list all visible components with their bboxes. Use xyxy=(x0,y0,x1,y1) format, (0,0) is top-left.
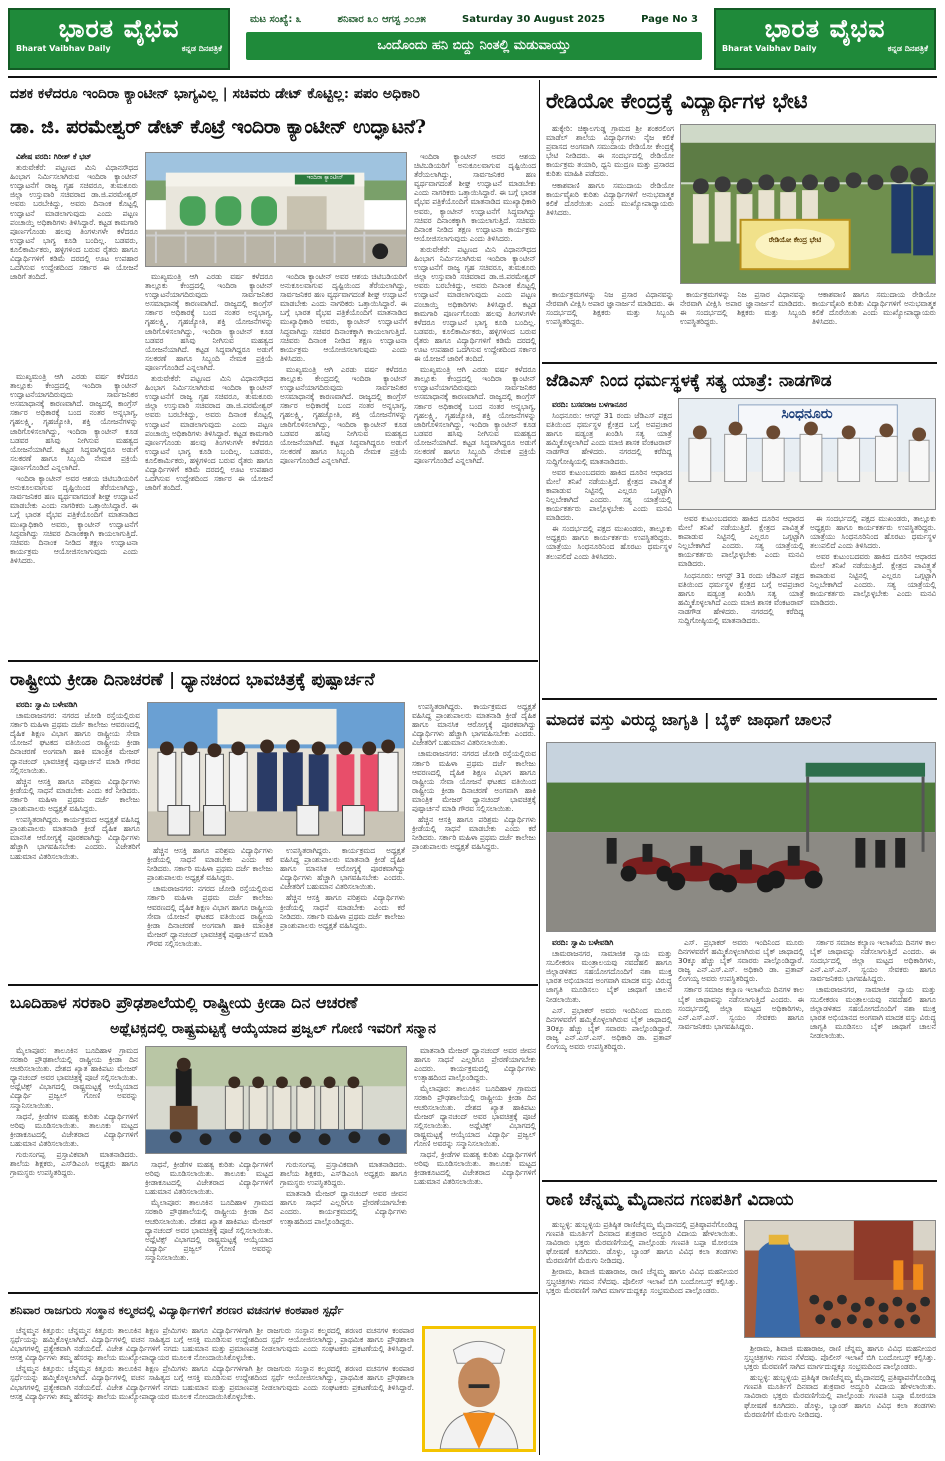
masthead-title: ಭಾರತ ವೈಭವ xyxy=(58,14,180,43)
radio-text-1: ಹುಕ್ಕೇರಿ: ಚಿಕ್ಕಾಲಗುಡ್ಡ ಗ್ರಾಮದ ಶ್ರೀ ಶಂಕರಲಿಂಗ ಮಾಡೆಲ್ ಶಾಲೆಯ ವಿದ್ಯಾರ್ಥಿಗಳು ನೈಜ ಕಲಿಕೆ ಪ್ರವಾಸದ ಅಂಗವಾಗಿ ಸಮುದಾಯ ರೇಡಿಯೋ ಕೇಂದ್ರಕ್ಕೆ ಭೇಟಿ ನೀಡಿದರು. ಈ ಸಂದರ್ಭದಲ್ಲಿ ರೇಡಿಯೋ ಕಾರ್ಯಕ್ರಮ ತಯಾರಿ, ಧ್ವನಿ ಮುದ್ರಣ ಮತ್ತು ಪ್ರಸಾರದ ಕುರಿತು ಮಾಹಿತಿ ಪಡೆದರು. xyxy=(546,124,674,179)
radio-text-1b: ಆಕಾಶವಾಣಿ ಹಾಗೂ ಸಮುದಾಯ ರೇಡಿಯೋ ಕಾರ್ಯವೈಖರಿ ಕುರಿತು ವಿದ್ಯಾರ್ಥಿಗಳಿಗೆ ಅನುಭವಾತ್ಮಕ ಕಲಿಕೆ ದೊರೆಯಿತು ಎಂದು ಮುಖ್ಯೋಪಾಧ್ಯಾಯರು ತಿಳಿಸಿದರು. xyxy=(546,180,674,217)
canteen-text-4b: ತುರುವೇಕೆರೆ: ಪಟ್ಟಣದ ಮಿನಿ ವಿಧಾನಸೌಧದ ಹಿಂಭಾಗ ನಿರ್ಮಿಸಲಾಗಿರುವ ಇಂದಿರಾ ಕ್ಯಾಂಟೀನ್ ಉದ್ಘಾಟನೆಗೆ ರಾಜ್ಯ ಗೃಹ ಸಚಿವರೂ, ತುಮಕೂರು ಜಿಲ್ಲಾ ಉಸ್ತುವಾರಿ ಸಚಿವರಾದ ಡಾ.ಜಿ.ಪರಮೇಶ್ವರ್ ಅವರು ಬರಬೇಕಿದ್ದು, ಅವರು ದಿನಾಂಕ ಕೊಟ್ಟಲ್ಲಿ ಉದ್ಘಾಟನೆ ಮಾಡಲಾಗುವುದು ಎಂದು ಪಟ್ಟಣ ಪಂಚಾಯ್ತಿ ಅಧಿಕಾರಿಗಳು ತಿಳಿಸಿದ್ದಾರೆ. ಕಟ್ಟಡ ಕಾಮಗಾರಿ ಪೂರ್ಣಗೊಂಡು ಹಲವು ತಿಂಗಳುಗಳೇ ಕಳೆದರೂ ಉದ್ಘಾಟನೆ ಭಾಗ್ಯ ಕೂಡಿ ಬಂದಿಲ್ಲ. ಬಡವರು, ಕೂಲಿಕಾರ್ಮಿಕರು, ಹಳ್ಳಿಗಳಿಂದ ಬರುವ ರೈತರು ಹಾಗೂ ವಿದ್ಯಾರ್ಥಿಗಳಿಗೆ ಕಡಿಮೆ ದರದಲ್ಲಿ ಊಟ ಉಪಹಾರ ಒದಗಿಸುವ ಉದ್ದೇಶದಿಂದ ಸರ್ಕಾರ ಈ ಯೋಜನೆ ಜಾರಿಗೆ ತಂದಿದೆ. xyxy=(414,244,536,364)
vachana-portrait xyxy=(422,1326,536,1452)
radio-text-3: ಆಕಾಶವಾಣಿ ಹಾಗೂ ಸಮುದಾಯ ರೇಡಿಯೋ ಕಾರ್ಯವೈಖರಿ ಕುರಿತು ವಿದ್ಯಾರ್ಥಿಗಳಿಗೆ ಅನುಭವಾತ್ಮಕ ಕಲಿಕೆ ದೊರೆಯಿತು ಎಂದು ಮುಖ್ಯೋಪಾಧ್ಯಾಯರು ತಿಳಿಸಿದರು. xyxy=(812,290,936,327)
radio-text-1c: ಕಾರ್ಯಕ್ರಮಗಳನ್ನು ನಿಜ ಪ್ರಸಾರ ವಿಧಾನವನ್ನು ನೇರವಾಗಿ ವೀಕ್ಷಿಸಿ ಅಪಾರ ಜ್ಞಾನಾರ್ಜನೆ ಮಾಡಿದರು. ಈ ಸಂದರ್ಭದಲ್ಲಿ ಶಿಕ್ಷಕರು ಮತ್ತು ಸಿಬ್ಬಂದಿ ಉಪಸ್ಥಿತರಿದ್ದರು. xyxy=(546,290,674,327)
budihal-col-4 xyxy=(414,1046,536,1286)
budihal-text-2: ಸಾಧನೆ, ಕ್ರೀಡೆಗಳ ಮಹತ್ವ ಕುರಿತು ವಿದ್ಯಾರ್ಥಿಗಳಿಗೆ ಅರಿವು ಮೂಡಿಸಲಾಯಿತು. ತಾಲೂಕು ಮಟ್ಟದ ಕ್ರೀಡಾಕೂಟದಲ್ಲಿ ವಿಜೇತರಾದ ವಿದ್ಯಾರ್ಥಿಗಳಿಗೆ ಬಹುಮಾನ ವಿತರಿಸಲಾಯಿತು. xyxy=(145,1160,273,1197)
ganapati-headline: ರಾಣಿ ಚೆನ್ನಮ್ಮ ಮೈದಾನದ ಗಣಪತಿಗೆ ವಿದಾಯ xyxy=(546,1190,794,1210)
radio-photo xyxy=(680,124,936,284)
radio-headline: ರೇಡಿಯೋ ಕೇಂದ್ರಕ್ಕೆ ವಿದ್ಯಾರ್ಥಿಗಳ ಭೇಟಿ xyxy=(546,88,808,113)
sports-day-headline: ರಾಷ್ಟ್ರೀಯ ಕ್ರೀಡಾ ದಿನಾಚರಣೆ | ಧ್ಯಾನಚಂದ ಭಾವಚಿತ್ರಕ್ಕೆ ಪುಷ್ಪಾರ್ಚನೆ xyxy=(10,670,375,690)
canteen-text-3: ಇಂದಿರಾ ಕ್ಯಾಂಟೀನ್ ಅವರ ಆಶಯ ಚಿಟಿಬಡಿಯರಿಗೆ ಅನುಕೂಲವಾಗುವ ದೃಷ್ಟಿಯಿಂದ ತೆರೆಯಲಾಗಿದ್ದು, ಸಾರ್ವಜನಿಕರ ಹಣ ವ್ಯರ್ಥವಾಗದಂತೆ ಶೀಘ್ರ ಉದ್ಘಾಟನೆ ಮಾಡಬೇಕು ಎಂದು ನಾಗರಿಕರು ಒತ್ತಾಯಿಸಿದ್ದಾರೆ. ಈ ಬಗ್ಗೆ ಭಾರತ ವೈಭವ ಪತ್ರಿಕೆಯೊಂದಿಗೆ ಮಾತನಾಡಿದ ಮುಖ್ಯಾಧಿಕಾರಿ ಅವರು, ಕ್ಯಾಂಟೀನ್ ಉದ್ಘಾಟನೆಗೆ ಸಿದ್ಧವಾಗಿದ್ದು ಸಚಿವರ ದಿನಾಂಕಕ್ಕಾಗಿ ಕಾಯಲಾಗುತ್ತಿದೆ. ಸಚಿವರು ದಿನಾಂಕ ನೀಡಿದ ತಕ್ಷಣ ಉದ್ಘಾಟನಾ ಕಾರ್ಯಕ್ರಮ ಆಯೋಜಿಸಲಾಗುವುದು ಎಂದು ತಿಳಿಸಿದರು. xyxy=(280,272,407,363)
canteen-col-1-continued xyxy=(10,372,138,652)
sports-day-text-3b: ಹೆಚ್ಚಿನ ಆಸಕ್ತಿ ಹಾಗೂ ಪರಿಶ್ರಮ ವಿದ್ಯಾರ್ಥಿಗಳು ಕ್ರೀಡೆಯಲ್ಲಿ ಸಾಧನೆ ಮಾಡಬೇಕು ಎಂದು ಕರೆ ನೀಡಿದರು. ಸರ್ಕಾರಿ ಮಹಿಳಾ ಪ್ರಥಮ ದರ್ಜೆ ಕಾಲೇಜು ಪ್ರಾಂಶುಪಾಲರು ಅಧ್ಯಕ್ಷತೆ ವಹಿಸಿದ್ದರು. xyxy=(280,893,405,930)
sports-day-col-4 xyxy=(412,702,536,978)
jds-dateline: ವರದಿ: ಬಸವರಾಜ ಬಳಗಾನೂರ xyxy=(552,400,628,409)
page-number: Page No 3 xyxy=(641,13,698,25)
jds-text-3: ಈ ಸಂದರ್ಭದಲ್ಲಿ ಪಕ್ಷದ ಮುಖಂಡರು, ತಾಲ್ಲೂಕು ಅಧ್ಯಕ್ಷರು ಹಾಗೂ ಕಾರ್ಯಕರ್ತರು ಉಪಸ್ಥಿತರಿದ್ದರು. ಯಾತ್ರೆಯು ಸಿಂಧನೂರಿನಿಂದ ಹೊರಟು ಧರ್ಮಸ್ಥಳ ತಲುಪಲಿದೆ ಎಂದು ತಿಳಿಸಿದರು. xyxy=(810,514,936,551)
sports-day-text-1: ಚಾಮರಾಜನಗರ: ನಗರದ ಜೋಡಿ ರಸ್ತೆಯಲ್ಲಿರುವ ಸರ್ಕಾರಿ ಮಹಿಳಾ ಪ್ರಥಮ ದರ್ಜೆ ಕಾಲೇಜು ಆವರಣದಲ್ಲಿ ದೈಹಿಕ ಶಿಕ್ಷಣ ವಿಭಾಗ ಹಾಗೂ ರಾಷ್ಟ್ರೀಯ ಸೇವಾ ಯೋಜನೆ ಘಟಕದ ವತಿಯಿಂದ ರಾಷ್ಟ್ರೀಯ ಕ್ರೀಡಾ ದಿನಾಚರಣೆ ಅಂಗವಾಗಿ ಹಾಕಿ ಮಾಂತ್ರಿಕ ಮೇಜರ್ ಧ್ಯಾನಚಂದ್ ಭಾವಚಿತ್ರಕ್ಕೆ ಪುಷ್ಪಾರ್ಚನೆ ಮಾಡಿ ಗೌರವ ಸಲ್ಲಿಸಲಾಯಿತು. xyxy=(10,711,140,775)
jds-col-2 xyxy=(678,514,804,690)
canteen-kicker: ದಶಕ ಕಳೆದರೂ ಇಂದಿರಾ ಕ್ಯಾಂಟೀನ್ ಭಾಗ್ಯವಿಲ್ಲ | ಸಚಿವರು ಡೇಟ್ ಕೊಟ್ಟಿಲ್ಲ: ಪಪಂ ಅಧಿಕಾರಿ xyxy=(10,86,420,102)
budihal-col-3 xyxy=(280,1160,407,1286)
budihal-headline: ಬೂದಿಹಾಳ ಸರಕಾರಿ ಪ್ರೌಢಶಾಲೆಯಲ್ಲಿ ರಾಷ್ಟ್ರೀಯ ಕ್ರೀಡಾ ದಿನ ಆಚರಣೆ xyxy=(10,993,358,1012)
masthead-subtitle-en-right: Bharat Vaibhav Daily xyxy=(722,44,817,53)
vachana-body xyxy=(10,1326,414,1454)
canteen-byline: ವಿಶೇಷ ವರದಿ: ಗಿರೀಶ್ ಕೆ ಭಟ್ xyxy=(16,152,92,161)
ganapati-col-1 xyxy=(546,1220,738,1454)
canteen-headline: ಡಾ. ಜಿ. ಪರಮೇಶ್ವರ್ ಡೇಟ್ ಕೊಟ್ರೆ ಇಂದಿರಾ ಕ್ಯಾಂಟೀನ್ ಉದ್ಘಾಟನೆ? xyxy=(10,116,426,138)
drug-rally-col-3 xyxy=(810,938,936,1176)
jds-text-1c: ಈ ಸಂದರ್ಭದಲ್ಲಿ ಪಕ್ಷದ ಮುಖಂಡರು, ತಾಲ್ಲೂಕು ಅಧ್ಯಕ್ಷರು ಹಾಗೂ ಕಾರ್ಯಕರ್ತರು ಉಪಸ್ಥಿತರಿದ್ದರು. ಯಾತ್ರೆಯು ಸಿಂಧನೂರಿನಿಂದ ಹೊರಟು ಧರ್ಮಸ್ಥಳ ತಲುಪಲಿದೆ ಎಂದು ತಿಳಿಸಿದರು. xyxy=(546,524,672,561)
vachana-text-2: ಚೆನ್ನಮ್ಮನ ಕಿತ್ತೂರು: ಚೆನ್ನಮ್ಮನ ಕಿತ್ತೂರು ತಾಲೂಕಿನ ಶಿಕ್ಷಣ ಪ್ರೇಮಿಗಳು ಹಾಗೂ ವಿದ್ಯಾರ್ಥಿಗಳಿಗಾಗಿ ಶ್ರೀ ರಾಜಗುರು ಸಂಸ್ಥಾನ ಕಲ್ಮಠದಲ್ಲಿ ಶರಣರ ವಚನಗಳ ಕಂಠಪಾಠ ಸ್ಪರ್ಧೆಯನ್ನು ಹಮ್ಮಿಕೊಳ್ಳಲಾಗಿದೆ. ವಿದ್ಯಾರ್ಥಿಗಳಲ್ಲಿ ವಚನ ಸಾಹಿತ್ಯದ ಬಗ್ಗೆ ಆಸಕ್ತಿ ಮೂಡಿಸುವ ಉದ್ದೇಶದಿಂದ ಸ್ಪರ್ಧೆ ಆಯೋಜಿಸಲಾಗಿದ್ದು, ಪ್ರಾಥಮಿಕ ಹಾಗೂ ಪ್ರೌಢಶಾಲಾ ವಿಭಾಗಗಳಲ್ಲಿ ಪ್ರತ್ಯೇಕವಾಗಿ ನಡೆಯಲಿದೆ. ವಿಜೇತ ವಿದ್ಯಾರ್ಥಿಗಳಿಗೆ ನಗದು ಬಹುಮಾನ ಮತ್ತು ಪ್ರಮಾಣಪತ್ರ ನೀಡಲಾಗುವುದು ಎಂದು ಸಂಘಟಕರು ಪ್ರಕಟಣೆಯಲ್ಲಿ ತಿಳಿಸಿದ್ದಾರೆ. ಆಸಕ್ತ ವಿದ್ಯಾರ್ಥಿಗಳು ತಮ್ಮ ಹೆಸರನ್ನು ಶಾಲೆಯ ಮುಖ್ಯೋಪಾಧ್ಯಾಯರ ಮೂಲಕ ನೋಂದಾಯಿಸಿಕೊಳ್ಳಬೇಕು. xyxy=(10,1364,414,1401)
sports-day-text-2: ಹೆಚ್ಚಿನ ಆಸಕ್ತಿ ಹಾಗೂ ಪರಿಶ್ರಮ ವಿದ್ಯಾರ್ಥಿಗಳು ಕ್ರೀಡೆಯಲ್ಲಿ ಸಾಧನೆ ಮಾಡಬೇಕು ಎಂದು ಕರೆ ನೀಡಿದರು. ಸರ್ಕಾರಿ ಮಹಿಳಾ ಪ್ರಥಮ ದರ್ಜೆ ಕಾಲೇಜು ಪ್ರಾಂಶುಪಾಲರು ಅಧ್ಯಕ್ಷತೆ ವಹಿಸಿದ್ದರು. xyxy=(147,846,273,883)
ganapati-photo xyxy=(744,1220,936,1338)
column-divider xyxy=(539,80,540,1455)
sports-day-text-3: ಉಪಸ್ಥಿತರಾಗಿದ್ದರು. ಕಾರ್ಯಕ್ರಮದ ಅಧ್ಯಕ್ಷತೆ ವಹಿಸಿದ್ದ ಪ್ರಾಂಶುಪಾಲರು ಮಾತನಾಡಿ ಕ್ರೀಡೆ ದೈಹಿಕ ಹಾಗೂ ಮಾನಸಿಕ ಆರೋಗ್ಯಕ್ಕೆ ಪೂರಕವಾಗಿದ್ದು ವಿದ್ಯಾರ್ಥಿಗಳು ಹೆಚ್ಚಾಗಿ ಭಾಗವಹಿಸಬೇಕು ಎಂದರು. ವಿಜೇತರಿಗೆ ಬಹುಮಾನ ವಿತರಿಸಲಾಯಿತು. xyxy=(280,846,405,892)
masthead-title-right: ಭಾರತ ವೈಭವ xyxy=(764,14,886,43)
budihal-text-4b: ಮೈಲಾಪೂರ: ತಾಲೂಕಿನ ಬೂದಿಹಾಳ ಗ್ರಾಮದ ಸರಕಾರಿ ಪ್ರೌಢಶಾಲೆಯಲ್ಲಿ ರಾಷ್ಟ್ರೀಯ ಕ್ರೀಡಾ ದಿನ ಆಚರಿಸಲಾಯಿತು. ದೇಶದ ಖ್ಯಾತ ಹಾಕಿಪಟು ಮೇಜರ್ ಧ್ಯಾನಚಂದ್ ಅವರ ಭಾವಚಿತ್ರಕ್ಕೆ ಪೂಜೆ ಸಲ್ಲಿಸಲಾಯಿತು. ಅಥ್ಲೆಟಿಕ್ಸ್ ವಿಭಾಗದಲ್ಲಿ ರಾಷ್ಟ್ರಮಟ್ಟಕ್ಕೆ ಆಯ್ಕೆಯಾದ ವಿದ್ಯಾರ್ಥಿ ಪ್ರಜ್ವಲ್ ಗೋಣಿ ಅವರನ್ನು ಸನ್ಮಾನಿಸಲಾಯಿತು. xyxy=(414,1084,536,1148)
sports-day-col-2 xyxy=(147,846,273,978)
masthead-subtitle-kn-right: ಕನ್ನಡ ದಿನಪತ್ರಿಕೆ xyxy=(887,44,928,53)
budihal-col-1 xyxy=(10,1046,138,1286)
drug-rally-text-1b: ಎಸ್. ಪ್ರಭಾಕರ್ ಅವರು ಇಂದಿನಿಂದ ಮೂರು ದಿನಗಳವರೆಗೆ ಹಮ್ಮಿಕೊಳ್ಳಲಾಗಿರುವ ಬೈಕ್ ಜಾಥಾದಲ್ಲಿ 30ಕ್ಕೂ ಹೆಚ್ಚು ಬೈಕ್ ಸವಾರರು ಪಾಲ್ಗೊಂಡಿದ್ದಾರೆ. ರಾಜ್ಯ ಎನ್.ಎಸ್.ಎಸ್. ಅಧಿಕಾರಿ ಡಾ. ಪ್ರತಾಪ್ ಲಿಂಗಯ್ಯ ಅವರು ಉಪಸ್ಥಿತರಿದ್ದರು. xyxy=(546,1005,672,1052)
radio-photo-banner: ರೇಡಿಯೋ ಕೇಂದ್ರ ಭೇಟಿ xyxy=(768,236,822,244)
jds-photo-banner: ಸಿಂಧನೂರು xyxy=(781,406,833,422)
vachana-text-1: ಚೆನ್ನಮ್ಮನ ಕಿತ್ತೂರು: ಚೆನ್ನಮ್ಮನ ಕಿತ್ತೂರು ತಾಲೂಕಿನ ಶಿಕ್ಷಣ ಪ್ರೇಮಿಗಳು ಹಾಗೂ ವಿದ್ಯಾರ್ಥಿಗಳಿಗಾಗಿ ಶ್ರೀ ರಾಜಗುರು ಸಂಸ್ಥಾನ ಕಲ್ಮಠದಲ್ಲಿ ಶರಣರ ವಚನಗಳ ಕಂಠಪಾಠ ಸ್ಪರ್ಧೆಯನ್ನು ಹಮ್ಮಿಕೊಳ್ಳಲಾಗಿದೆ. ವಿದ್ಯಾರ್ಥಿಗಳಲ್ಲಿ ವಚನ ಸಾಹಿತ್ಯದ ಬಗ್ಗೆ ಆಸಕ್ತಿ ಮೂಡಿಸುವ ಉದ್ದೇಶದಿಂದ ಸ್ಪರ್ಧೆ ಆಯೋಜಿಸಲಾಗಿದ್ದು, ಪ್ರಾಥಮಿಕ ಹಾಗೂ ಪ್ರೌಢಶಾಲಾ ವಿಭಾಗಗಳಲ್ಲಿ ಪ್ರತ್ಯೇಕವಾಗಿ ನಡೆಯಲಿದೆ. ವಿಜೇತ ವಿದ್ಯಾರ್ಥಿಗಳಿಗೆ ನಗದು ಬಹುಮಾನ ಮತ್ತು ಪ್ರಮಾಣಪತ್ರ ನೀಡಲಾಗುವುದು ಎಂದು ಸಂಘಟಕರು ಪ್ರಕಟಣೆಯಲ್ಲಿ ತಿಳಿಸಿದ್ದಾರೆ. ಆಸಕ್ತ ವಿದ್ಯಾರ್ಥಿಗಳು ತಮ್ಮ ಹೆಸರನ್ನು ಶಾಲೆಯ ಮುಖ್ಯೋಪಾಧ್ಯಾಯರ ಮೂಲಕ ನೋಂದಾಯಿಸಿಕೊಳ್ಳಬೇಕು. xyxy=(10,1326,414,1363)
canteen-text-2: ಮುಖ್ಯಮಂತ್ರಿ ಆಗಿ ಎರಡು ವರ್ಷ ಕಳೆದರೂ ತಾಲ್ಲೂಕು ಕೇಂದ್ರದಲ್ಲಿ ಇಂದಿರಾ ಕ್ಯಾಂಟೀನ್ ಉದ್ಘಾಟನೆಯಾಗದಿರುವುದು ಸಾರ್ವಜನಿಕರ ಅಸಮಾಧಾನಕ್ಕೆ ಕಾರಣವಾಗಿದೆ. ರಾಜ್ಯದಲ್ಲಿ ಕಾಂಗ್ರೆಸ್ ಸರ್ಕಾರ ಅಧಿಕಾರಕ್ಕೆ ಬಂದ ನಂತರ ಅನ್ನಭಾಗ್ಯ, ಗೃಹಲಕ್ಷ್ಮಿ, ಗೃಹಜ್ಯೋತಿ, ಶಕ್ತಿ ಯೋಜನೆಗಳನ್ನು ಜಾರಿಗೊಳಿಸಲಾಗಿದ್ದು, ಇಂದಿರಾ ಕ್ಯಾಂಟೀನ್ ಕೂಡ ಬಡವರ ಹಸಿವು ನೀಗಿಸುವ ಮಹತ್ವದ ಯೋಜನೆಯಾಗಿದೆ. ಕಟ್ಟಡ ಸಿದ್ಧವಾಗಿದ್ದರೂ ಅಡುಗೆ ಸಲಕರಣೆ ಹಾಗೂ ಸಿಬ್ಬಂದಿ ನೇಮಕ ಪ್ರಕ್ರಿಯೆ ಪೂರ್ಣಗೊಂಡಿದೆ ಎನ್ನಲಾಗಿದೆ. xyxy=(145,272,273,372)
drug-rally-text-3: ಸರ್ಕಾರ ಸಮಾಜ ಕಲ್ಯಾಣ ಇಲಾಖೆಯ ದಿನಗಳ ಕಾಲ ಬೈಕ್ ಜಾಥಾವನ್ನು ನಡೆಸಲಾಗುತ್ತಿದೆ ಎಂದರು. ಈ ಸಂದರ್ಭದಲ್ಲಿ ಜಿಲ್ಲಾ ಮಟ್ಟದ ಅಧಿಕಾರಿಗಳು, ಎನ್.ಎಸ್.ಎಸ್. ಸ್ವಯಂ ಸೇವಕರು ಹಾಗೂ ಸಾರ್ವಜನಿಕರು ಭಾಗವಹಿಸಿದ್ದರು. xyxy=(810,938,936,984)
date-kannada: ಶನಿವಾರ ೩೦ ಆಗಸ್ಟ ೨೦೨೫ xyxy=(337,13,426,25)
issue-info-bar xyxy=(246,10,702,28)
sports-day-text-1b: ಹೆಚ್ಚಿನ ಆಸಕ್ತಿ ಹಾಗೂ ಪರಿಶ್ರಮ ವಿದ್ಯಾರ್ಥಿಗಳು ಕ್ರೀಡೆಯಲ್ಲಿ ಸಾಧನೆ ಮಾಡಬೇಕು ಎಂದು ಕರೆ ನೀಡಿದರು. ಸರ್ಕಾರಿ ಮಹಿಳಾ ಪ್ರಥಮ ದರ್ಜೆ ಕಾಲೇಜು ಪ್ರಾಂಶುಪಾಲರು ಅಧ್ಯಕ್ಷತೆ ವಹಿಸಿದ್ದರು. xyxy=(10,776,140,814)
jds-text-2b: ಸಿಂಧನೂರು: ಆಗಸ್ಟ್ 31 ರಂದು ಜೆಡಿಎಸ್ ಪಕ್ಷದ ವತಿಯಿಂದ ಧರ್ಮಸ್ಥಳ ಕ್ಷೇತ್ರದ ಬಗ್ಗೆ ಅಪಪ್ರಚಾರ ಹಾಗೂ ಷಡ್ಯಂತ್ರ ಖಂಡಿಸಿ ಸತ್ಯ ಯಾತ್ರೆ ಹಮ್ಮಿಕೊಳ್ಳಲಾಗಿದೆ ಎಂದು ಮಾಜಿ ಶಾಸಕ ವೆಂಕಟರಾವ್ ನಾಡಗೌಡ ಹೇಳಿದರು. ನಗರದಲ್ಲಿ ಕರೆದಿದ್ದ ಸುದ್ದಿಗೋಷ್ಠಿಯಲ್ಲಿ ಮಾತನಾಡಿದರು. xyxy=(678,570,804,626)
jds-headline: ಜೆಡಿಎಸ್ ನಿಂದ ಧರ್ಮಸ್ಥಳಕ್ಕೆ ಸತ್ಯ ಯಾತ್ರೆ: ನಾಡಗೌಡ xyxy=(546,371,832,391)
drug-rally-headline: ಮಾದಕ ವಸ್ತು ವಿರುದ್ಧ ಜಾಗೃತಿ | ಬೈಕ್ ಜಾಥಾಗೆ ಚಾಲನೆ xyxy=(546,710,832,729)
drug-rally-dateline: ವರದಿ: ಸ್ವಾಮಿ ಬಳೇವಡಿಗಿ xyxy=(552,938,614,947)
budihal-photo xyxy=(145,1046,407,1154)
sports-day-dateline: ವರದಿ: ಸ್ವಾಮಿ ಬಳೇವಡಿಗಿ xyxy=(16,700,78,709)
canteen-text-3b: ಮುಖ್ಯಮಂತ್ರಿ ಆಗಿ ಎರಡು ವರ್ಷ ಕಳೆದರೂ ತಾಲ್ಲೂಕು ಕೇಂದ್ರದಲ್ಲಿ ಇಂದಿರಾ ಕ್ಯಾಂಟೀನ್ ಉದ್ಘಾಟನೆಯಾಗದಿರುವುದು ಸಾರ್ವಜನಿಕರ ಅಸಮಾಧಾನಕ್ಕೆ ಕಾರಣವಾಗಿದೆ. ರಾಜ್ಯದಲ್ಲಿ ಕಾಂಗ್ರೆಸ್ ಸರ್ಕಾರ ಅಧಿಕಾರಕ್ಕೆ ಬಂದ ನಂತರ ಅನ್ನಭಾಗ್ಯ, ಗೃಹಲಕ್ಷ್ಮಿ, ಗೃಹಜ್ಯೋತಿ, ಶಕ್ತಿ ಯೋಜನೆಗಳನ್ನು ಜಾರಿಗೊಳಿಸಲಾಗಿದ್ದು, ಇಂದಿರಾ ಕ್ಯಾಂಟೀನ್ ಕೂಡ ಬಡವರ ಹಸಿವು ನೀಗಿಸುವ ಮಹತ್ವದ ಯೋಜನೆಯಾಗಿದೆ. ಕಟ್ಟಡ ಸಿದ್ಧವಾಗಿದ್ದರೂ ಅಡುಗೆ ಸಲಕರಣೆ ಹಾಗೂ ಸಿಬ್ಬಂದಿ ನೇಮಕ ಪ್ರಕ್ರಿಯೆ ಪೂರ್ಣಗೊಂಡಿದೆ ಎನ್ನಲಾಗಿದೆ. xyxy=(280,364,407,465)
jds-text-1b: ಅವರ ಕುಟುಂಬದವರು ಹಾಕಿದ ದೂರಿನ ಆಧಾರದ ಮೇಲೆ ತನಿಖೆ ನಡೆಯುತ್ತಿದೆ. ಕ್ಷೇತ್ರದ ಪಾವಿತ್ರ್ಯತೆ ಕಾಪಾಡುವ ನಿಟ್ಟಿನಲ್ಲಿ ಎಲ್ಲರೂ ಒಗ್ಗಟ್ಟಾಗಿ ನಿಲ್ಲಬೇಕಾಗಿದೆ ಎಂದರು. ಸತ್ಯ ಯಾತ್ರೆಯಲ್ಲಿ ಕಾರ್ಯಕರ್ತರು ಪಾಲ್ಗೊಳ್ಳಬೇಕು ಎಂದು ಮನವಿ ಮಾಡಿದರು. xyxy=(546,467,672,523)
drug-rally-text-3b: ಚಾಮರಾಜನಗರ, ಸಾಮಾಜಿಕ ನ್ಯಾಯ ಮತ್ತು ಸಬಲೀಕರಣ ಮಂತ್ರಾಲಯವು ನವದೆಹಲಿ ಹಾಗೂ ಜಿಲ್ಲಾಡಳಿತದ ಸಹಯೋಗದೊಂದಿಗೆ ನಶಾ ಮುಕ್ತ ಭಾರತ ಅಭಿಯಾನದ ಅಂಗವಾಗಿ ಮಾದಕ ವಸ್ತು ವಿರುದ್ಧ ಜಾಗೃತಿ ಮೂಡಿಸಲು ಬೈಕ್ ಜಾಥಾಗೆ ಚಾಲನೆ ನೀಡಲಾಯಿತು. xyxy=(810,985,936,1040)
masthead-subtitle-kn: ಕನ್ನಡ ದಿನಪತ್ರಿಕೆ xyxy=(181,44,222,53)
canteen-photo-sign: ಇಂದಿರಾ ಕ್ಯಾಂಟೀನ್ xyxy=(306,174,344,181)
budihal-text-4: ಮಾತನಾಡಿ ಮೇಜರ್ ಧ್ಯಾನಚಂದ್ ಅವರ ಜೀವನ ಹಾಗೂ ಸಾಧನೆ ಎಲ್ಲರಿಗೂ ಪ್ರೇರಣೆಯಾಗಬೇಕು ಎಂದರು. ಕಾರ್ಯಕ್ರಮದಲ್ಲಿ ವಿದ್ಯಾರ್ಥಿಗಳು ಉತ್ಸಾಹದಿಂದ ಪಾಲ್ಗೊಂಡಿದ್ದರು. xyxy=(414,1046,536,1083)
sports-day-text-4c: ಹೆಚ್ಚಿನ ಆಸಕ್ತಿ ಹಾಗೂ ಪರಿಶ್ರಮ ವಿದ್ಯಾರ್ಥಿಗಳು ಕ್ರೀಡೆಯಲ್ಲಿ ಸಾಧನೆ ಮಾಡಬೇಕು ಎಂದು ಕರೆ ನೀಡಿದರು. ಸರ್ಕಾರಿ ಮಹಿಳಾ ಪ್ರಥಮ ದರ್ಜೆ ಕಾಲೇಜು ಪ್ರಾಂಶುಪಾಲರು ಅಧ್ಯಕ್ಷತೆ ವಹಿಸಿದ್ದರು. xyxy=(412,815,536,852)
ganapati-col-2 xyxy=(744,1344,936,1454)
canteen-text-2b: ತುರುವೇಕೆರೆ: ಪಟ್ಟಣದ ಮಿನಿ ವಿಧಾನಸೌಧದ ಹಿಂಭಾಗ ನಿರ್ಮಿಸಲಾಗಿರುವ ಇಂದಿರಾ ಕ್ಯಾಂಟೀನ್ ಉದ್ಘಾಟನೆಗೆ ರಾಜ್ಯ ಗೃಹ ಸಚಿವರೂ, ತುಮಕೂರು ಜಿಲ್ಲಾ ಉಸ್ತುವಾರಿ ಸಚಿವರಾದ ಡಾ.ಜಿ.ಪರಮೇಶ್ವರ್ ಅವರು ಬರಬೇಕಿದ್ದು, ಅವರು ದಿನಾಂಕ ಕೊಟ್ಟಲ್ಲಿ ಉದ್ಘಾಟನೆ ಮಾಡಲಾಗುವುದು ಎಂದು ಪಟ್ಟಣ ಪಂಚಾಯ್ತಿ ಅಧಿಕಾರಿಗಳು ತಿಳಿಸಿದ್ದಾರೆ. ಕಟ್ಟಡ ಕಾಮಗಾರಿ ಪೂರ್ಣಗೊಂಡು ಹಲವು ತಿಂಗಳುಗಳೇ ಕಳೆದರೂ ಉದ್ಘಾಟನೆ ಭಾಗ್ಯ ಕೂಡಿ ಬಂದಿಲ್ಲ. ಬಡವರು, ಕೂಲಿಕಾರ್ಮಿಕರು, ಹಳ್ಳಿಗಳಿಂದ ಬರುವ ರೈತರು ಹಾಗೂ ವಿದ್ಯಾರ್ಥಿಗಳಿಗೆ ಕಡಿಮೆ ದರದಲ್ಲಿ ಊಟ ಉಪಹಾರ ಒದಗಿಸುವ ಉದ್ದೇಶದಿಂದ ಸರ್ಕಾರ ಈ ಯೋಜನೆ ಜಾರಿಗೆ ತಂದಿದೆ. xyxy=(145,374,273,493)
ganapati-text-1: ಹುಬ್ಬಳ್ಳಿ: ಹುಬ್ಬಳ್ಳಿಯ ಪ್ರತಿಷ್ಠಿತ ರಾಣಿಚೆನ್ನಮ್ಮ ಮೈದಾನದಲ್ಲಿ ಪ್ರತಿಷ್ಠಾಪನೆಗೊಂಡಿದ್ದ ಗಣಪತಿ ಮೂರ್ತಿಗೆ ದಿನವಾದ ಶುಕ್ರವಾರ ಅದ್ದೂರಿ ವಿದಾಯ ಹೇಳಲಾಯಿತು. ಸಾವಿರಾರು ಭಕ್ತರು ಮೆರವಣಿಗೆಯಲ್ಲಿ ಪಾಲ್ಗೊಂಡು ಗಣಪತಿ ಬಪ್ಪಾ ಮೋರಯಾ ಘೋಷಣೆ ಕೂಗಿದರು. ಡೊಳ್ಳು, ಬ್ಯಾಂಡ್ ಹಾಗೂ ವಿವಿಧ ಕಲಾ ತಂಡಗಳು ಮೆರವಣಿಗೆಗೆ ಮೆರುಗು ನೀಡಿದವು. xyxy=(546,1220,738,1266)
rule-sports-day-bottom xyxy=(8,984,538,986)
radio-col-2 xyxy=(680,290,806,360)
budihal-subhead: ಅಥ್ಲೆಟಿಕ್ಸದಲ್ಲಿ ರಾಷ್ಟ್ರಮಟ್ಟಕ್ಕೆ ಆಯ್ಕೆಯಾದ ಪ್ರಜ್ವಲ್ ಗೋಣಿ ಇವರಿಗೆ ಸನ್ಮಾನ xyxy=(110,1021,436,1037)
drug-rally-text-2b: ಸರ್ಕಾರ ಸಮಾಜ ಕಲ್ಯಾಣ ಇಲಾಖೆಯ ದಿನಗಳ ಕಾಲ ಬೈಕ್ ಜಾಥಾವನ್ನು ನಡೆಸಲಾಗುತ್ತಿದೆ ಎಂದರು. ಈ ಸಂದರ್ಭದಲ್ಲಿ ಜಿಲ್ಲಾ ಮಟ್ಟದ ಅಧಿಕಾರಿಗಳು, ಎನ್.ಎಸ್.ಎಸ್. ಸ್ವಯಂ ಸೇವಕರು ಹಾಗೂ ಸಾರ್ವಜನಿಕರು ಭಾಗವಹಿಸಿದ್ದರು. xyxy=(678,985,804,1031)
budihal-text-2b: ಮೈಲಾಪೂರ: ತಾಲೂಕಿನ ಬೂದಿಹಾಳ ಗ್ರಾಮದ ಸರಕಾರಿ ಪ್ರೌಢಶಾಲೆಯಲ್ಲಿ ರಾಷ್ಟ್ರೀಯ ಕ್ರೀಡಾ ದಿನ ಆಚರಿಸಲಾಯಿತು. ದೇಶದ ಖ್ಯಾತ ಹಾಕಿಪಟು ಮೇಜರ್ ಧ್ಯಾನಚಂದ್ ಅವರ ಭಾವಚಿತ್ರಕ್ಕೆ ಪೂಜೆ ಸಲ್ಲಿಸಲಾಯಿತು. ಅಥ್ಲೆಟಿಕ್ಸ್ ವಿಭಾಗದಲ್ಲಿ ರಾಷ್ಟ್ರಮಟ್ಟಕ್ಕೆ ಆಯ್ಕೆಯಾದ ವಿದ್ಯಾರ್ಥಿ ಪ್ರಜ್ವಲ್ ಗೋಣಿ ಅವರನ್ನು ಸನ್ಮಾನಿಸಲಾಯಿತು. xyxy=(145,1198,273,1262)
masthead-logo-left xyxy=(8,8,230,70)
ganapati-text-2b: ಹುಬ್ಬಳ್ಳಿ: ಹುಬ್ಬಳ್ಳಿಯ ಪ್ರತಿಷ್ಠಿತ ರಾಣಿಚೆನ್ನಮ್ಮ ಮೈದಾನದಲ್ಲಿ ಪ್ರತಿಷ್ಠಾಪನೆಗೊಂಡಿದ್ದ ಗಣಪತಿ ಮೂರ್ತಿಗೆ ದಿನವಾದ ಶುಕ್ರವಾರ ಅದ್ದೂರಿ ವಿದಾಯ ಹೇಳಲಾಯಿತು. ಸಾವಿರಾರು ಭಕ್ತರು ಮೆರವಣಿಗೆಯಲ್ಲಿ ಪಾಲ್ಗೊಂಡು ಗಣಪತಿ ಬಪ್ಪಾ ಮೋರಯಾ ಘೋಷಣೆ ಕೂಗಿದರು. ಡೊಳ್ಳು, ಬ್ಯಾಂಡ್ ಹಾಗೂ ವಿವಿಧ ಕಲಾ ತಂಡಗಳು ಮೆರವಣಿಗೆಗೆ ಮೆರುಗು ನೀಡಿದವು. xyxy=(744,1373,936,1419)
radio-text-2: ಕಾರ್ಯಕ್ರಮಗಳನ್ನು ನಿಜ ಪ್ರಸಾರ ವಿಧಾನವನ್ನು ನೇರವಾಗಿ ವೀಕ್ಷಿಸಿ ಅಪಾರ ಜ್ಞಾನಾರ್ಜನೆ ಮಾಡಿದರು. ಈ ಸಂದರ್ಭದಲ್ಲಿ ಶಿಕ್ಷಕರು ಮತ್ತು ಸಿಬ್ಬಂದಿ ಉಪಸ್ಥಿತರಿದ್ದರು. xyxy=(680,290,806,327)
radio-col-3 xyxy=(812,290,936,360)
budihal-text-3: ಗುರುಸಂಗಪ್ಪ ಪ್ರಸ್ತಾವಿಕವಾಗಿ ಮಾತನಾಡಿದರು. ಶಾಲೆಯ ಶಿಕ್ಷಕರು, ಎಸ್‌ಡಿಎಂಸಿ ಅಧ್ಯಕ್ಷರು ಹಾಗೂ ಗ್ರಾಮಸ್ಥರು ಉಪಸ್ಥಿತರಿದ್ದರು. xyxy=(280,1160,407,1188)
budihal-text-1b: ಸಾಧನೆ, ಕ್ರೀಡೆಗಳ ಮಹತ್ವ ಕುರಿತು ವಿದ್ಯಾರ್ಥಿಗಳಿಗೆ ಅರಿವು ಮೂಡಿಸಲಾಯಿತು. ತಾಲೂಕು ಮಟ್ಟದ ಕ್ರೀಡಾಕೂಟದಲ್ಲಿ ವಿಜೇತರಾದ ವಿದ್ಯಾರ್ಥಿಗಳಿಗೆ ಬಹುಮಾನ ವಿತರಿಸಲಾಯಿತು. xyxy=(10,1111,138,1148)
canteen-text-4c: ಮುಖ್ಯಮಂತ್ರಿ ಆಗಿ ಎರಡು ವರ್ಷ ಕಳೆದರೂ ತಾಲ್ಲೂಕು ಕೇಂದ್ರದಲ್ಲಿ ಇಂದಿರಾ ಕ್ಯಾಂಟೀನ್ ಉದ್ಘಾಟನೆಯಾಗದಿರುವುದು ಸಾರ್ವಜನಿಕರ ಅಸಮಾಧಾನಕ್ಕೆ ಕಾರಣವಾಗಿದೆ. ರಾಜ್ಯದಲ್ಲಿ ಕಾಂಗ್ರೆಸ್ ಸರ್ಕಾರ ಅಧಿಕಾರಕ್ಕೆ ಬಂದ ನಂತರ ಅನ್ನಭಾಗ್ಯ, ಗೃಹಲಕ್ಷ್ಮಿ, ಗೃಹಜ್ಯೋತಿ, ಶಕ್ತಿ ಯೋಜನೆಗಳನ್ನು ಜಾರಿಗೊಳಿಸಲಾಗಿದ್ದು, ಇಂದಿರಾ ಕ್ಯಾಂಟೀನ್ ಕೂಡ ಬಡವರ ಹಸಿವು ನೀಗಿಸುವ ಮಹತ್ವದ ಯೋಜನೆಯಾಗಿದೆ. ಕಟ್ಟಡ ಸಿದ್ಧವಾಗಿದ್ದರೂ ಅಡುಗೆ ಸಲಕರಣೆ ಹಾಗೂ ಸಿಬ್ಬಂದಿ ನೇಮಕ ಪ್ರಕ್ರಿಯೆ ಪೂರ್ಣಗೊಂಡಿದೆ ಎನ್ನಲಾಗಿದೆ. xyxy=(414,365,536,466)
sports-day-col-3 xyxy=(280,846,405,978)
sports-day-text-1c: ಉಪಸ್ಥಿತರಾಗಿದ್ದರು. ಕಾರ್ಯಕ್ರಮದ ಅಧ್ಯಕ್ಷತೆ ವಹಿಸಿದ್ದ ಪ್ರಾಂಶುಪಾಲರು ಮಾತನಾಡಿ ಕ್ರೀಡೆ ದೈಹಿಕ ಹಾಗೂ ಮಾನಸಿಕ ಆರೋಗ್ಯಕ್ಕೆ ಪೂರಕವಾಗಿದ್ದು ವಿದ್ಯಾರ್ಥಿಗಳು ಹೆಚ್ಚಾಗಿ ಭಾಗವಹಿಸಬೇಕು ಎಂದರು. ವಿಜೇತರಿಗೆ ಬಹುಮಾನ ವಿತರಿಸಲಾಯಿತು. xyxy=(10,815,140,861)
jds-col-3 xyxy=(810,514,936,690)
masthead-logo-right xyxy=(714,8,936,70)
canteen-text-1: ತುರುವೇಕೆರೆ: ಪಟ್ಟಣದ ಮಿನಿ ವಿಧಾನಸೌಧದ ಹಿಂಭಾಗ ನಿರ್ಮಿಸಲಾಗಿರುವ ಇಂದಿರಾ ಕ್ಯಾಂಟೀನ್ ಉದ್ಘಾಟನೆಗೆ ರಾಜ್ಯ ಗೃಹ ಸಚಿವರೂ, ತುಮಕೂರು ಜಿಲ್ಲಾ ಉಸ್ತುವಾರಿ ಸಚಿವರಾದ ಡಾ.ಜಿ.ಪರಮೇಶ್ವರ್ ಅವರು ಬರಬೇಕಿದ್ದು, ಅವರು ದಿನಾಂಕ ಕೊಟ್ಟಲ್ಲಿ ಉದ್ಘಾಟನೆ ಮಾಡಲಾಗುವುದು ಎಂದು ಪಟ್ಟಣ ಪಂಚಾಯ್ತಿ ಅಧಿಕಾರಿಗಳು ತಿಳಿಸಿದ್ದಾರೆ. ಕಟ್ಟಡ ಕಾಮಗಾರಿ ಪೂರ್ಣಗೊಂಡು ಹಲವು ತಿಂಗಳುಗಳೇ ಕಳೆದರೂ ಉದ್ಘಾಟನೆ ಭಾಗ್ಯ ಕೂಡಿ ಬಂದಿಲ್ಲ. ಬಡವರು, ಕೂಲಿಕಾರ್ಮಿಕರು, ಹಳ್ಳಿಗಳಿಂದ ಬರುವ ರೈತರು ಹಾಗೂ ವಿದ್ಯಾರ್ಥಿಗಳಿಗೆ ಕಡಿಮೆ ದರದಲ್ಲಿ ಊಟ ಉಪಹಾರ ಒದಗಿಸುವ ಉದ್ದೇಶದಿಂದ ಸರ್ಕಾರ ಈ ಯೋಜನೆ ಜಾರಿಗೆ ತಂದಿದೆ. xyxy=(10,163,138,282)
sports-day-text-4: ಉಪಸ್ಥಿತರಾಗಿದ್ದರು. ಕಾರ್ಯಕ್ರಮದ ಅಧ್ಯಕ್ಷತೆ ವಹಿಸಿದ್ದ ಪ್ರಾಂಶುಪಾಲರು ಮಾತನಾಡಿ ಕ್ರೀಡೆ ದೈಹಿಕ ಹಾಗೂ ಮಾನಸಿಕ ಆರೋಗ್ಯಕ್ಕೆ ಪೂರಕವಾಗಿದ್ದು ವಿದ್ಯಾರ್ಥಿಗಳು ಹೆಚ್ಚಾಗಿ ಭಾಗವಹಿಸಬೇಕು ಎಂದರು. ವಿಜೇತರಿಗೆ ಬಹುಮಾನ ವಿತರಿಸಲಾಯಿತು. xyxy=(412,702,536,748)
drug-rally-col-2 xyxy=(678,938,804,1176)
canteen-col-3 xyxy=(280,272,407,652)
rule-jds-bottom xyxy=(542,698,937,700)
ganapati-text-2: ಶ್ರೀರಾಮ, ಶಿವಾಜಿ ಮಹಾರಾಜ, ರಾಣಿ ಚೆನ್ನಮ್ಮ ಹಾಗೂ ವಿವಿಧ ಮಹನೀಯರ ಸ್ತಬ್ಧಚಿತ್ರಗಳು ಗಮನ ಸೆಳೆದವು. ಪೊಲೀಸ್ ಇಲಾಖೆ ಬಿಗಿ ಬಂದೋಬಸ್ತ್ ಕಲ್ಪಿಸಿತ್ತು. ಭಕ್ತರು ಮೆರವಣಿಗೆ ಸಾಗಿದ ಮಾರ್ಗದುದ್ದಕ್ಕೂ ಸಂಭ್ರಮದಿಂದ ಪಾಲ್ಗೊಂಡರು. xyxy=(744,1344,936,1372)
budihal-text-1c: ಗುರುಸಂಗಪ್ಪ ಪ್ರಸ್ತಾವಿಕವಾಗಿ ಮಾತನಾಡಿದರು. ಶಾಲೆಯ ಶಿಕ್ಷಕರು, ಎಸ್‌ಡಿಎಂಸಿ ಅಧ್ಯಕ್ಷರು ಹಾಗೂ ಗ್ರಾಮಸ್ಥರು ಉಪಸ್ಥಿತರಿದ್ದರು. xyxy=(10,1150,138,1178)
rule-radio-bottom xyxy=(542,362,937,364)
vachana-headline: ಶನಿವಾರ ರಾಜಗುರು ಸಂಸ್ಥಾನ ಕಲ್ಮಠದಲ್ಲಿ ವಿದ್ಯಾರ್ಥಿಗಳಿಗೆ ಶರಣರ ವಚನಗಳ ಕಂಠಪಾಠ ಸ್ಪರ್ಧೆ xyxy=(10,1303,344,1317)
jds-col-1 xyxy=(546,400,672,690)
drug-rally-col-1 xyxy=(546,938,672,1176)
budihal-text-3b: ಮಾತನಾಡಿ ಮೇಜರ್ ಧ್ಯಾನಚಂದ್ ಅವರ ಜೀವನ ಹಾಗೂ ಸಾಧನೆ ಎಲ್ಲರಿಗೂ ಪ್ರೇರಣೆಯಾಗಬೇಕು ಎಂದರು. ಕಾರ್ಯಕ್ರಮದಲ್ಲಿ ವಿದ್ಯಾರ್ಥಿಗಳು ಉತ್ಸಾಹದಿಂದ ಪಾಲ್ಗೊಂಡಿದ್ದರು. xyxy=(280,1189,407,1226)
masthead-motto: ಒಂದೊಂದು ಹನಿ ಬಿದ್ದು ನಿಂತಲ್ಲಿ ಮಡುವಾಯ್ತು xyxy=(246,32,702,60)
canteen-col-1 xyxy=(10,152,138,370)
rule-budihal-bottom xyxy=(8,1292,538,1294)
canteen-text-4: ಇಂದಿರಾ ಕ್ಯಾಂಟೀನ್ ಅವರ ಆಶಯ ಚಿಟಿಬಡಿಯರಿಗೆ ಅನುಕೂಲವಾಗುವ ದೃಷ್ಟಿಯಿಂದ ತೆರೆಯಲಾಗಿದ್ದು, ಸಾರ್ವಜನಿಕರ ಹಣ ವ್ಯರ್ಥವಾಗದಂತೆ ಶೀಘ್ರ ಉದ್ಘಾಟನೆ ಮಾಡಬೇಕು ಎಂದು ನಾಗರಿಕರು ಒತ್ತಾಯಿಸಿದ್ದಾರೆ. ಈ ಬಗ್ಗೆ ಭಾರತ ವೈಭವ ಪತ್ರಿಕೆಯೊಂದಿಗೆ ಮಾತನಾಡಿದ ಮುಖ್ಯಾಧಿಕಾರಿ ಅವರು, ಕ್ಯಾಂಟೀನ್ ಉದ್ಘಾಟನೆಗೆ ಸಿದ್ಧವಾಗಿದ್ದು ಸಚಿವರ ದಿನಾಂಕಕ್ಕಾಗಿ ಕಾಯಲಾಗುತ್ತಿದೆ. ಸಚಿವರು ದಿನಾಂಕ ನೀಡಿದ ತಕ್ಷಣ ಉದ್ಘಾಟನಾ ಕಾರ್ಯಕ್ರಮ ಆಯೋಜಿಸಲಾಗುವುದು ಎಂದು ತಿಳಿಸಿದರು. xyxy=(414,152,536,243)
budihal-text-1: ಮೈಲಾಪೂರ: ತಾಲೂಕಿನ ಬೂದಿಹಾಳ ಗ್ರಾಮದ ಸರಕಾರಿ ಪ್ರೌಢಶಾಲೆಯಲ್ಲಿ ರಾಷ್ಟ್ರೀಯ ಕ್ರೀಡಾ ದಿನ ಆಚರಿಸಲಾಯಿತು. ದೇಶದ ಖ್ಯಾತ ಹಾಕಿಪಟು ಮೇಜರ್ ಧ್ಯಾನಚಂದ್ ಅವರ ಭಾವಚಿತ್ರಕ್ಕೆ ಪೂಜೆ ಸಲ್ಲಿಸಲಾಯಿತು. ಅಥ್ಲೆಟಿಕ್ಸ್ ವಿಭಾಗದಲ್ಲಿ ರಾಷ್ಟ್ರಮಟ್ಟಕ್ಕೆ ಆಯ್ಕೆಯಾದ ವಿದ್ಯಾರ್ಥಿ ಪ್ರಜ್ವಲ್ ಗೋಣಿ ಅವರನ್ನು ಸನ್ಮಾನಿಸಲಾಯಿತು. xyxy=(10,1046,138,1110)
sports-day-text-4b: ಚಾಮರಾಜನಗರ: ನಗರದ ಜೋಡಿ ರಸ್ತೆಯಲ್ಲಿರುವ ಸರ್ಕಾರಿ ಮಹಿಳಾ ಪ್ರಥಮ ದರ್ಜೆ ಕಾಲೇಜು ಆವರಣದಲ್ಲಿ ದೈಹಿಕ ಶಿಕ್ಷಣ ವಿಭಾಗ ಹಾಗೂ ರಾಷ್ಟ್ರೀಯ ಸೇವಾ ಯೋಜನೆ ಘಟಕದ ವತಿಯಿಂದ ರಾಷ್ಟ್ರೀಯ ಕ್ರೀಡಾ ದಿನಾಚರಣೆ ಅಂಗವಾಗಿ ಹಾಕಿ ಮಾಂತ್ರಿಕ ಮೇಜರ್ ಧ್ಯಾನಚಂದ್ ಭಾವಚಿತ್ರಕ್ಕೆ ಪುಷ್ಪಾರ್ಚನೆ ಮಾಡಿ ಗೌರವ ಸಲ್ಲಿಸಲಾಯಿತು. xyxy=(412,749,536,814)
budihal-text-4c: ಸಾಧನೆ, ಕ್ರೀಡೆಗಳ ಮಹತ್ವ ಕುರಿತು ವಿದ್ಯಾರ್ಥಿಗಳಿಗೆ ಅರಿವು ಮೂಡಿಸಲಾಯಿತು. ತಾಲೂಕು ಮಟ್ಟದ ಕ್ರೀಡಾಕೂಟದಲ್ಲಿ ವಿಜೇತರಾದ ವಿದ್ಯಾರ್ಥಿಗಳಿಗೆ ಬಹುಮಾನ ವಿತರಿಸಲಾಯಿತು. xyxy=(414,1150,536,1187)
jds-text-3b: ಅವರ ಕುಟುಂಬದವರು ಹಾಕಿದ ದೂರಿನ ಆಧಾರದ ಮೇಲೆ ತನಿಖೆ ನಡೆಯುತ್ತಿದೆ. ಕ್ಷೇತ್ರದ ಪಾವಿತ್ರ್ಯತೆ ಕಾಪಾಡುವ ನಿಟ್ಟಿನಲ್ಲಿ ಎಲ್ಲರೂ ಒಗ್ಗಟ್ಟಾಗಿ ನಿಲ್ಲಬೇಕಾಗಿದೆ ಎಂದರು. ಸತ್ಯ ಯಾತ್ರೆಯಲ್ಲಿ ಕಾರ್ಯಕರ್ತರು ಪಾಲ್ಗೊಳ್ಳಬೇಕು ಎಂದು ಮನವಿ ಮಾಡಿದರು. xyxy=(810,552,936,607)
radio-col-1-continued xyxy=(546,290,674,360)
canteen-text-1b: ಮುಖ್ಯಮಂತ್ರಿ ಆಗಿ ಎರಡು ವರ್ಷ ಕಳೆದರೂ ತಾಲ್ಲೂಕು ಕೇಂದ್ರದಲ್ಲಿ ಇಂದಿರಾ ಕ್ಯಾಂಟೀನ್ ಉದ್ಘಾಟನೆಯಾಗದಿರುವುದು ಸಾರ್ವಜನಿಕರ ಅಸಮಾಧಾನಕ್ಕೆ ಕಾರಣವಾಗಿದೆ. ರಾಜ್ಯದಲ್ಲಿ ಕಾಂಗ್ರೆಸ್ ಸರ್ಕಾರ ಅಧಿಕಾರಕ್ಕೆ ಬಂದ ನಂತರ ಅನ್ನಭಾಗ್ಯ, ಗೃಹಲಕ್ಷ್ಮಿ, ಗೃಹಜ್ಯೋತಿ, ಶಕ್ತಿ ಯೋಜನೆಗಳನ್ನು ಜಾರಿಗೊಳಿಸಲಾಗಿದ್ದು, ಇಂದಿರಾ ಕ್ಯಾಂಟೀನ್ ಕೂಡ ಬಡವರ ಹಸಿವು ನೀಗಿಸುವ ಮಹತ್ವದ ಯೋಜನೆಯಾಗಿದೆ. ಕಟ್ಟಡ ಸಿದ್ಧವಾಗಿದ್ದರೂ ಅಡುಗೆ ಸಲಕರಣೆ ಹಾಗೂ ಸಿಬ್ಬಂದಿ ನೇಮಕ ಪ್ರಕ್ರಿಯೆ ಪೂರ್ಣಗೊಂಡಿದೆ ಎನ್ನಲಾಗಿದೆ. xyxy=(10,372,138,472)
masthead-subtitle-en: Bharat Vaibhav Daily xyxy=(16,44,111,53)
sports-day-col-1 xyxy=(10,700,140,978)
masthead-rule xyxy=(8,76,937,78)
drug-rally-photo xyxy=(546,742,936,932)
drug-rally-text-2: ಎಸ್. ಪ್ರಭಾಕರ್ ಅವರು ಇಂದಿನಿಂದ ಮೂರು ದಿನಗಳವರೆಗೆ ಹಮ್ಮಿಕೊಳ್ಳಲಾಗಿರುವ ಬೈಕ್ ಜಾಥಾದಲ್ಲಿ 30ಕ್ಕೂ ಹೆಚ್ಚು ಬೈಕ್ ಸವಾರರು ಪಾಲ್ಗೊಂಡಿದ್ದಾರೆ. ರಾಜ್ಯ ಎನ್.ಎಸ್.ಎಸ್. ಅಧಿಕಾರಿ ಡಾ. ಪ್ರತಾಪ್ ಲಿಂಗಯ್ಯ ಅವರು ಉಪಸ್ಥಿತರಿದ್ದರು. xyxy=(678,938,804,984)
drug-rally-text-1: ಚಾಮರಾಜನಗರ, ಸಾಮಾಜಿಕ ನ್ಯಾಯ ಮತ್ತು ಸಬಲೀಕರಣ ಮಂತ್ರಾಲಯವು ನವದೆಹಲಿ ಹಾಗೂ ಜಿಲ್ಲಾಡಳಿತದ ಸಹಯೋಗದೊಂದಿಗೆ ನಶಾ ಮುಕ್ತ ಭಾರತ ಅಭಿಯಾನದ ಅಂಗವಾಗಿ ಮಾದಕ ವಸ್ತು ವಿರುದ್ಧ ಜಾಗೃತಿ ಮೂಡಿಸಲು ಬೈಕ್ ಜಾಥಾಗೆ ಚಾಲನೆ ನೀಡಲಾಯಿತು. xyxy=(546,949,672,1004)
sports-day-photo xyxy=(147,702,405,842)
date-english: Saturday 30 August 2025 xyxy=(462,13,605,25)
canteen-text-1c: ಇಂದಿರಾ ಕ್ಯಾಂಟೀನ್ ಅವರ ಆಶಯ ಚಿಟಿಬಡಿಯರಿಗೆ ಅನುಕೂಲವಾಗುವ ದೃಷ್ಟಿಯಿಂದ ತೆರೆಯಲಾಗಿದ್ದು, ಸಾರ್ವಜನಿಕರ ಹಣ ವ್ಯರ್ಥವಾಗದಂತೆ ಶೀಘ್ರ ಉದ್ಘಾಟನೆ ಮಾಡಬೇಕು ಎಂದು ನಾಗರಿಕರು ಒತ್ತಾಯಿಸಿದ್ದಾರೆ. ಈ ಬಗ್ಗೆ ಭಾರತ ವೈಭವ ಪತ್ರಿಕೆಯೊಂದಿಗೆ ಮಾತನಾಡಿದ ಮುಖ್ಯಾಧಿಕಾರಿ ಅವರು, ಕ್ಯಾಂಟೀನ್ ಉದ್ಘಾಟನೆಗೆ ಸಿದ್ಧವಾಗಿದ್ದು ಸಚಿವರ ದಿನಾಂಕಕ್ಕಾಗಿ ಕಾಯಲಾಗುತ್ತಿದೆ. ಸಚಿವರು ದಿನಾಂಕ ನೀಡಿದ ತಕ್ಷಣ ಉದ್ಘಾಟನಾ ಕಾರ್ಯಕ್ರಮ ಆಯೋಜಿಸಲಾಗುವುದು ಎಂದು ತಿಳಿಸಿದರು. xyxy=(10,474,138,565)
ganapati-text-1b: ಶ್ರೀರಾಮ, ಶಿವಾಜಿ ಮಹಾರಾಜ, ರಾಣಿ ಚೆನ್ನಮ್ಮ ಹಾಗೂ ವಿವಿಧ ಮಹನೀಯರ ಸ್ತಬ್ಧಚಿತ್ರಗಳು ಗಮನ ಸೆಳೆದವು. ಪೊಲೀಸ್ ಇಲಾಖೆ ಬಿಗಿ ಬಂದೋಬಸ್ತ್ ಕಲ್ಪಿಸಿತ್ತು. ಭಕ್ತರು ಮೆರವಣಿಗೆ ಸಾಗಿದ ಮಾರ್ಗದುದ್ದಕ್ಕೂ ಸಂಭ್ರಮದಿಂದ ಪಾಲ್ಗೊಂಡರು. xyxy=(546,1267,738,1295)
canteen-col-4 xyxy=(414,152,536,652)
jds-text-2: ಅವರ ಕುಟುಂಬದವರು ಹಾಕಿದ ದೂರಿನ ಆಧಾರದ ಮೇಲೆ ತನಿಖೆ ನಡೆಯುತ್ತಿದೆ. ಕ್ಷೇತ್ರದ ಪಾವಿತ್ರ್ಯತೆ ಕಾಪಾಡುವ ನಿಟ್ಟಿನಲ್ಲಿ ಎಲ್ಲರೂ ಒಗ್ಗಟ್ಟಾಗಿ ನಿಲ್ಲಬೇಕಾಗಿದೆ ಎಂದರು. ಸತ್ಯ ಯಾತ್ರೆಯಲ್ಲಿ ಕಾರ್ಯಕರ್ತರು ಪಾಲ್ಗೊಳ್ಳಬೇಕು ಎಂದು ಮನವಿ ಮಾಡಿದರು. xyxy=(678,514,804,569)
rule-drug-rally-bottom xyxy=(542,1180,937,1182)
canteen-col-2 xyxy=(145,272,273,652)
canteen-photo xyxy=(145,152,407,267)
budihal-col-2 xyxy=(145,1160,273,1286)
rule-canteen-bottom xyxy=(8,660,538,662)
issue-number: ಮಟ ಸಂಖ್ಯೆ: ೩ xyxy=(250,13,302,25)
jds-text-1: ಸಿಂಧನೂರು: ಆಗಸ್ಟ್ 31 ರಂದು ಜೆಡಿಎಸ್ ಪಕ್ಷದ ವತಿಯಿಂದ ಧರ್ಮಸ್ಥಳ ಕ್ಷೇತ್ರದ ಬಗ್ಗೆ ಅಪಪ್ರಚಾರ ಹಾಗೂ ಷಡ್ಯಂತ್ರ ಖಂಡಿಸಿ ಸತ್ಯ ಯಾತ್ರೆ ಹಮ್ಮಿಕೊಳ್ಳಲಾಗಿದೆ ಎಂದು ಮಾಜಿ ಶಾಸಕ ವೆಂಕಟರಾವ್ ನಾಡಗೌಡ ಹೇಳಿದರು. ನಗರದಲ್ಲಿ ಕರೆದಿದ್ದ ಸುದ್ದಿಗೋಷ್ಠಿಯಲ್ಲಿ ಮಾತನಾಡಿದರು. xyxy=(546,411,672,466)
sports-day-text-2b: ಚಾಮರಾಜನಗರ: ನಗರದ ಜೋಡಿ ರಸ್ತೆಯಲ್ಲಿರುವ ಸರ್ಕಾರಿ ಮಹಿಳಾ ಪ್ರಥಮ ದರ್ಜೆ ಕಾಲೇಜು ಆವರಣದಲ್ಲಿ ದೈಹಿಕ ಶಿಕ್ಷಣ ವಿಭಾಗ ಹಾಗೂ ರಾಷ್ಟ್ರೀಯ ಸೇವಾ ಯೋಜನೆ ಘಟಕದ ವತಿಯಿಂದ ರಾಷ್ಟ್ರೀಯ ಕ್ರೀಡಾ ದಿನಾಚರಣೆ ಅಂಗವಾಗಿ ಹಾಕಿ ಮಾಂತ್ರಿಕ ಮೇಜರ್ ಧ್ಯಾನಚಂದ್ ಭಾವಚಿತ್ರಕ್ಕೆ ಪುಷ್ಪಾರ್ಚನೆ ಮಾಡಿ ಗೌರವ ಸಲ್ಲಿಸಲಾಯಿತು. xyxy=(147,884,273,948)
